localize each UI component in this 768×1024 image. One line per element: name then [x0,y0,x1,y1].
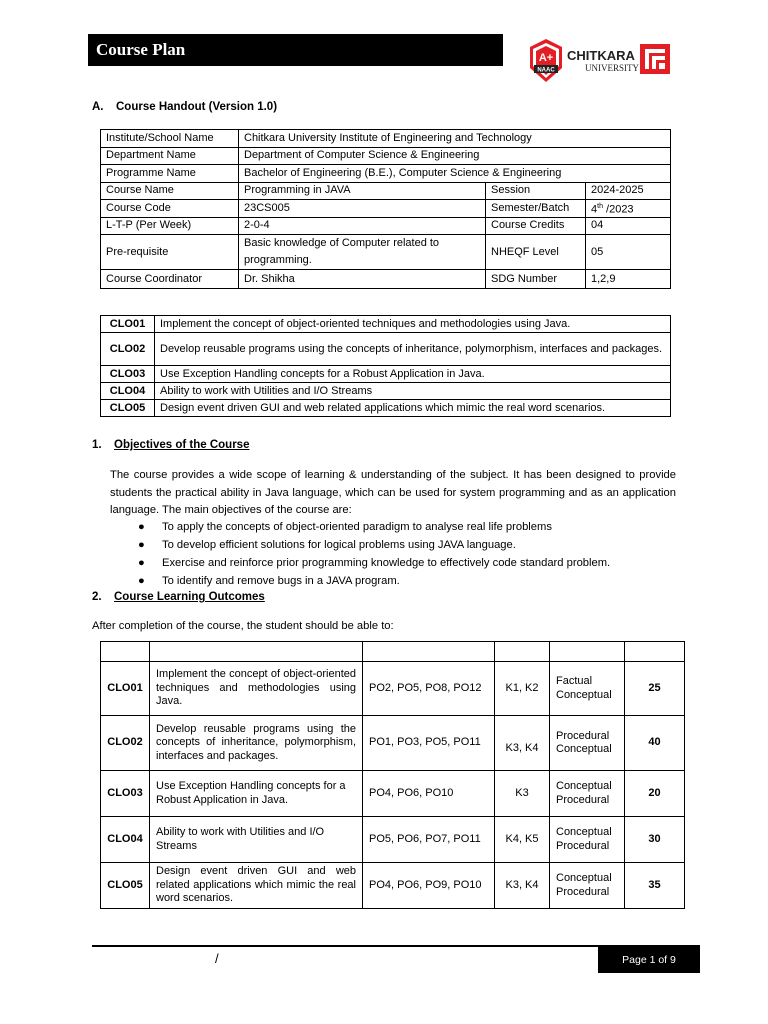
table-row [101,316,671,333]
outcome-code: CLO04 [101,817,150,863]
semester-value [586,200,671,218]
table-row [101,165,671,183]
list-item [138,572,678,590]
outcome-po: PO4, PO6, PO9, PO10 [363,863,495,909]
clo-text: Design event driven GUI and web related applications which mimic the real word scenarios. [155,400,671,417]
outcome-weight: 40 [625,716,685,771]
domain-line: Conceptual [556,872,612,884]
bullet-icon: ● [138,557,145,569]
domain-line: Procedural [556,729,610,742]
bullet-icon: ● [138,539,145,551]
table-row [101,716,685,771]
course-name-label: Course Name [101,182,239,200]
domain-line: Conceptual [556,743,612,755]
clo-code: CLO05 [101,400,155,417]
domain-line: Conceptual [556,826,612,838]
outcome-po: PO4, PO6, PO10 [363,771,495,817]
course-info-table [100,129,671,289]
department-value: Department of Computer Science & Engineering [239,147,671,165]
outcomes-number: 2. [92,591,102,603]
chitkara-logo [526,38,676,86]
department-label: Department Name [101,147,239,165]
page-number: Page 1 of 9 [598,947,700,973]
objectives-list [138,518,678,590]
outcome-domain [550,817,625,863]
outcome-domain [550,771,625,817]
nheqf-label: NHEQF Level [486,235,586,270]
ltp-value: 2-0-4 [239,217,486,235]
header-cell [101,642,150,662]
header-cell [625,642,685,662]
clo-text: Use Exception Handling concepts for a Robust Application in Java. [155,366,671,383]
outcome-code: CLO03 [101,771,150,817]
institute-label: Institute/School Name [101,130,239,148]
table-row [101,366,671,383]
table-row [101,200,671,218]
outcomes-heading [92,591,265,603]
outcomes-title: Course Learning Outcomes [114,591,265,603]
outcome-weight: 35 [625,863,685,909]
section-a-letter: A. [92,101,104,113]
objectives-heading [92,439,249,451]
nheqf-value: 05 [586,235,671,270]
bullet-icon: ● [138,575,145,587]
page-title: Course Plan [88,34,503,66]
objective-text: To apply the concepts of object-oriented paradigm to analyse real life problems [162,521,552,533]
coordinator-value: Dr. Shikha [239,270,486,289]
outcomes-intro: After completion of the course, the student should be able to: [92,620,394,632]
table-row [101,217,671,235]
semester-number: 4 [591,203,598,216]
table-row [101,383,671,400]
objectives-title: Objectives of the Course [114,439,250,451]
clo-code: CLO02 [101,333,155,366]
outcome-weight: 30 [625,817,685,863]
list-item [138,536,678,554]
session-label: Session [486,182,586,200]
outcome-code: CLO01 [101,662,150,716]
logo-badge-bottom: NAAC [537,67,555,74]
prereq-value: Basic knowledge of Computer related to programming. [239,235,486,270]
footer-slash: / [215,951,219,966]
prereq-label: Pre-requisite [101,235,239,270]
table-row [101,771,685,817]
outcome-domain [550,863,625,909]
table-header-row [101,642,685,662]
sdg-value: 1,2,9 [586,270,671,289]
logo-name: CHITKARA [567,48,635,63]
outcome-domain [550,716,625,771]
semester-label: Semester/Batch [486,200,586,218]
outcome-k: K3, K4 [495,716,550,771]
table-row [101,130,671,148]
clo-code: CLO03 [101,366,155,383]
credits-value: 04 [586,217,671,235]
outcome-po: PO1, PO3, PO5, PO11 [363,716,495,771]
logo-badge-top: A+ [538,52,554,64]
outcome-weight: 25 [625,662,685,716]
outcome-text: Use Exception Handling concepts for a Robust Application in Java. [150,771,363,817]
domain-line: Conceptual [556,780,612,792]
clo-text: Develop reusable programs using the concepts of inheritance, polymorphism, interfaces and packages. [155,333,671,366]
domain-line: Procedural [556,885,610,898]
list-item [138,554,678,572]
table-row [101,662,685,716]
outcome-k: K3, K4 [495,863,550,909]
outcome-text: Implement the concept of object-oriented techniques and methodologies using Java. [150,662,363,716]
clo-text: Ability to work with Utilities and I/O Streams [155,383,671,400]
outcome-k: K4, K5 [495,817,550,863]
section-a-heading [92,101,277,113]
domain-line: Procedural [556,793,610,806]
bullet-icon: ● [138,521,145,533]
objective-text: To identify and remove bugs in a JAVA program. [162,575,400,587]
domain-line: Factual [556,675,593,687]
logo-sub: UNIVERSITY [585,63,639,73]
table-row [101,147,671,165]
credits-label: Course Credits [486,217,586,235]
ltp-label: L-T-P (Per Week) [101,217,239,235]
outcome-po: PO5, PO6, PO7, PO11 [363,817,495,863]
session-value: 2024-2025 [586,182,671,200]
programme-value: Bachelor of Engineering (B.E.), Computer Science & Engineering [239,165,671,183]
objectives-number: 1. [92,439,102,451]
institute-value: Chitkara University Institute of Engineering and Technology [239,130,671,148]
header-cell [150,642,363,662]
clo-table [100,315,671,417]
header-cell [550,642,625,662]
programme-label: Programme Name [101,165,239,183]
header-cell [363,642,495,662]
outcomes-table [100,641,685,909]
course-name-value: Programming in JAVA [239,182,486,200]
table-row [101,863,685,909]
sdg-label: SDG Number [486,270,586,289]
table-row [101,400,671,417]
clo-text: Implement the concept of object-oriented techniques and methodologies using Java. [155,316,671,333]
objectives-paragraph: The course provides a wide scope of learning & understanding of the subject. It has been designed to provide students the practical ability in Java language, which can be used for system programming and as an application language. The main objectives of the course are: [110,469,676,517]
outcome-code: CLO05 [101,863,150,909]
outcome-domain [550,662,625,716]
clo-code: CLO04 [101,383,155,400]
coordinator-label: Course Coordinator [101,270,239,289]
table-row [101,270,671,289]
outcome-text: Ability to work with Utilities and I/O Streams [150,817,363,863]
table-row [101,235,671,270]
list-item [138,518,678,536]
outcome-code: CLO02 [101,716,150,771]
outcome-k: K3 [495,771,550,817]
outcome-k: K1, K2 [495,662,550,716]
course-code-label: Course Code [101,200,239,218]
outcome-po: PO2, PO5, PO8, PO12 [363,662,495,716]
outcome-weight: 20 [625,771,685,817]
clo-code: CLO01 [101,316,155,333]
outcome-text: Develop reusable programs using the concepts of inheritance, polymorphism, interfaces and packages. [150,716,363,771]
section-a-title: Course Handout (Version 1.0) [116,101,278,113]
table-row [101,182,671,200]
domain-line: Procedural [556,839,610,852]
semester-sup: th [597,203,603,210]
domain-line: Conceptual [556,688,612,701]
header-cell [495,642,550,662]
objective-text: Exercise and reinforce prior programming knowledge to effectively code standard problem. [162,557,611,569]
table-row [101,333,671,366]
objective-text: To develop efficient solutions for logical problems using JAVA language. [162,539,516,551]
course-code-value: 23CS005 [239,200,486,218]
semester-batch: /2023 [602,203,634,216]
table-row [101,817,685,863]
outcome-text: Design event driven GUI and web related applications which mimic the real word scenarios. [150,863,363,909]
